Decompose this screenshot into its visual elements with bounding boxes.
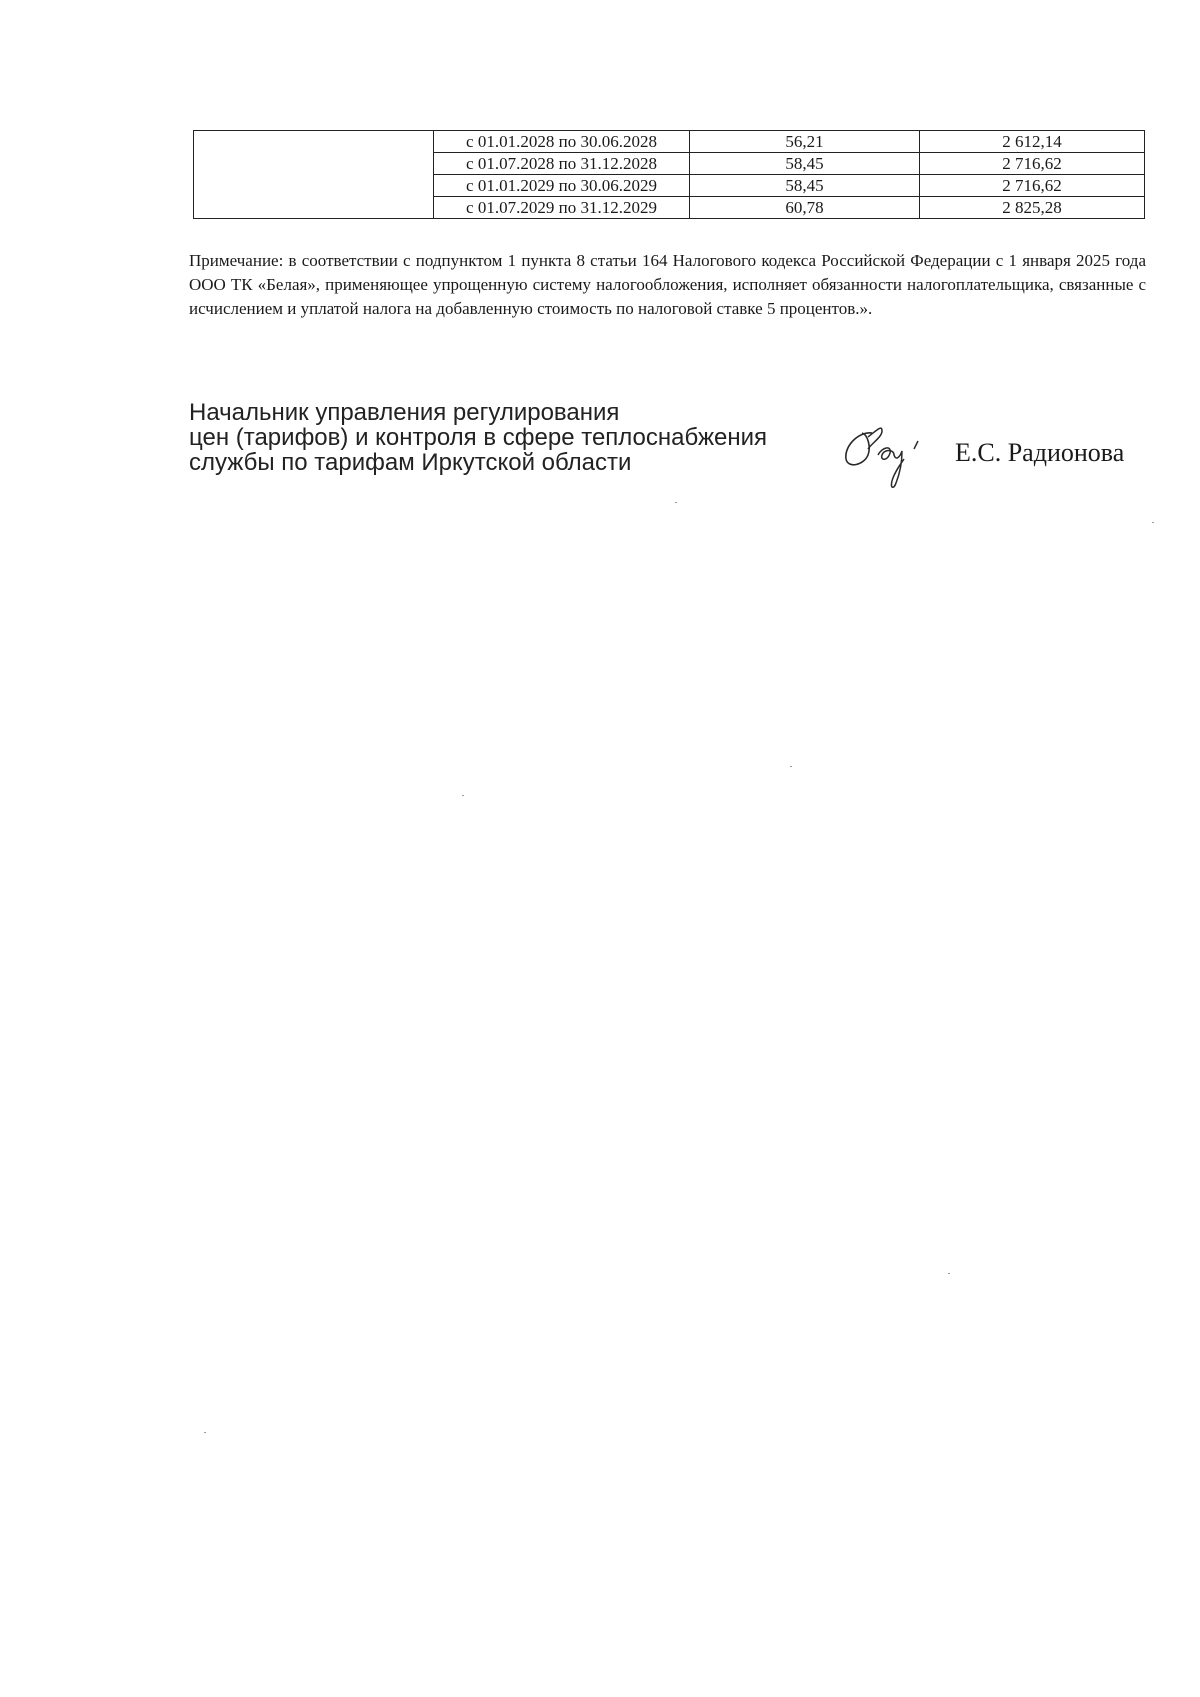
period-cell: с 01.07.2029 по 31.12.2029 xyxy=(434,197,690,219)
value2-cell: 2 716,62 xyxy=(920,175,1145,197)
tariff-table xyxy=(193,130,1145,219)
scan-speck xyxy=(675,502,677,503)
value2-cell: 2 825,28 xyxy=(920,197,1145,219)
value2-cell: 2 716,62 xyxy=(920,153,1145,175)
scan-speck xyxy=(1152,522,1154,523)
signatory-name: Е.С. Радионова xyxy=(955,438,1125,467)
position-line: службы по тарифам Иркутской области xyxy=(189,449,632,476)
period-cell: с 01.01.2029 по 30.06.2029 xyxy=(434,175,690,197)
value2-cell: 2 612,14 xyxy=(920,131,1145,153)
scan-speck xyxy=(462,795,464,796)
handwritten-signature xyxy=(838,415,948,495)
position-line: Начальник управления регулирования xyxy=(189,399,620,426)
scan-speck xyxy=(790,766,792,767)
merged-empty-cell xyxy=(194,131,434,219)
signatory-position xyxy=(189,400,829,475)
period-cell: с 01.01.2028 по 30.06.2028 xyxy=(434,131,690,153)
table-row xyxy=(194,131,1145,153)
period-cell: с 01.07.2028 по 31.12.2028 xyxy=(434,153,690,175)
position-line: цен (тарифов) и контроля в сфере теплоснабжения xyxy=(189,424,768,451)
scan-speck xyxy=(948,1273,950,1274)
value1-cell: 58,45 xyxy=(690,175,920,197)
note-paragraph: Примечание: в соответствии с подпунктом 1 пункта 8 статьи 164 Налогового кодекса Российской Федерации с 1 января 2025 года ООО ТК «Белая», применяющее упрощенную систему налогообложения, исполняет обязанности налогоплательщика, связанные с исчислением и уплатой налога на добавленную стоимость по налоговой ставке 5 процентов.». xyxy=(189,251,1146,318)
tariff-table-body xyxy=(194,131,1145,219)
scan-speck xyxy=(204,1432,206,1433)
value1-cell: 58,45 xyxy=(690,153,920,175)
value1-cell: 60,78 xyxy=(690,197,920,219)
value1-cell: 56,21 xyxy=(690,131,920,153)
